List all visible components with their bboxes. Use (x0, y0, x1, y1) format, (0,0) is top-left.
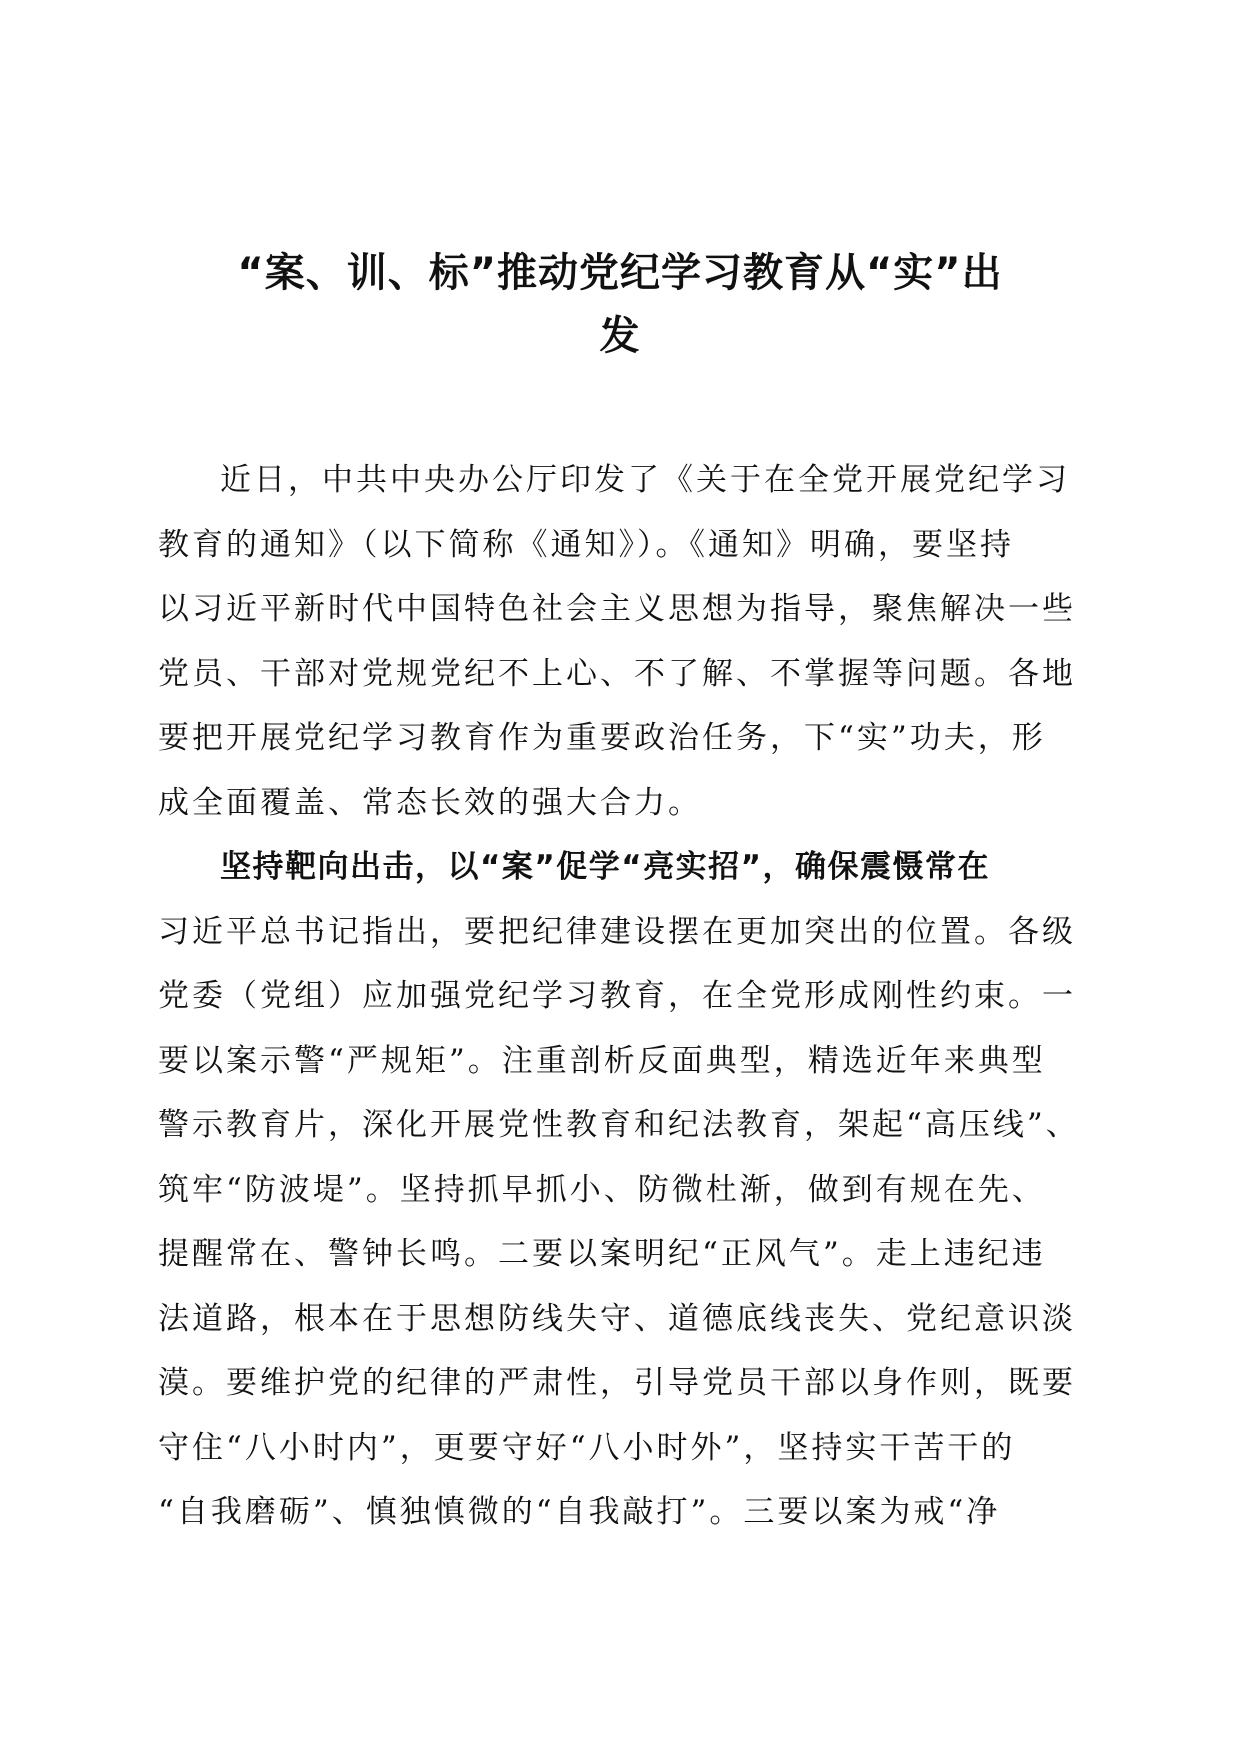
paragraph-1-line: 教育的通知》（以下简称《通知》）。《通知》明确，要坚持 (158, 526, 1014, 563)
paragraph-2-line: “自我磨砺”、慎独慎微的“自我敲打”。三要以案为戒“净 (158, 1494, 1001, 1530)
paragraph-2-line: 守住“八小时内”，更要守好“八小时外”，坚持实干苦干的 (158, 1429, 1016, 1466)
paragraph-1-line: 近日，中共中央办公厅印发了《关于在全党开展党纪学习 (220, 462, 1070, 498)
paragraph-1-line: 以习近平新时代中国特色社会主义思想为指导，聚焦解决一些 (158, 591, 1076, 627)
document-body (158, 448, 1088, 1545)
paragraph-2-line: 法道路，根本在于思想防线失守、道德底线丧失、党纪意识淡 (158, 1300, 1076, 1337)
paragraph-2-line: 筑牢“防波堤”。坚持抓早抓小、防微杜渐，做到有规在先、 (158, 1171, 1046, 1208)
paragraph-1-line: 成全面覆盖、常态长效的强大合力。 (158, 784, 702, 821)
paragraph-2-line: 警示教育片，深化开展党性教育和纪法教育，架起“高压线”、 (158, 1107, 1080, 1143)
paragraph-1-line: 要把开展党纪学习教育作为重要政治任务，下“实”功夫，形 (158, 720, 1046, 756)
paragraph-2-line: 漠。要维护党的纪律的严肃性，引导党员干部以身作则，既要 (158, 1365, 1076, 1401)
section-heading: 坚持靶向出击，以“案”促学“亮实招”，确保震慑常在 (220, 849, 990, 885)
paragraph-1-line: 党员、干部对党规党纪不上心、不了解、不掌握等问题。各地 (158, 655, 1076, 692)
paragraph-2-line: 党委（党组）应加强党纪学习教育，在全党形成刚性约束。一 (158, 978, 1076, 1014)
title-line-2: 发 (599, 313, 641, 359)
paragraph-2-line: 习近平总书记指出，要把纪律建设摆在更加突出的位置。各级 (158, 913, 1076, 950)
document-title (150, 242, 1090, 368)
title-line-1: “案、训、标”推动党纪学习教育从“实”出 (237, 250, 1003, 296)
paragraph-2-line: 要以案示警“严规矩”。注重剖析反面典型，精选近年来典型 (158, 1042, 1046, 1079)
paragraph-2-line: 提醒常在、警钟长鸣。二要以案明纪“正风气”。走上违纪违 (158, 1236, 1046, 1272)
